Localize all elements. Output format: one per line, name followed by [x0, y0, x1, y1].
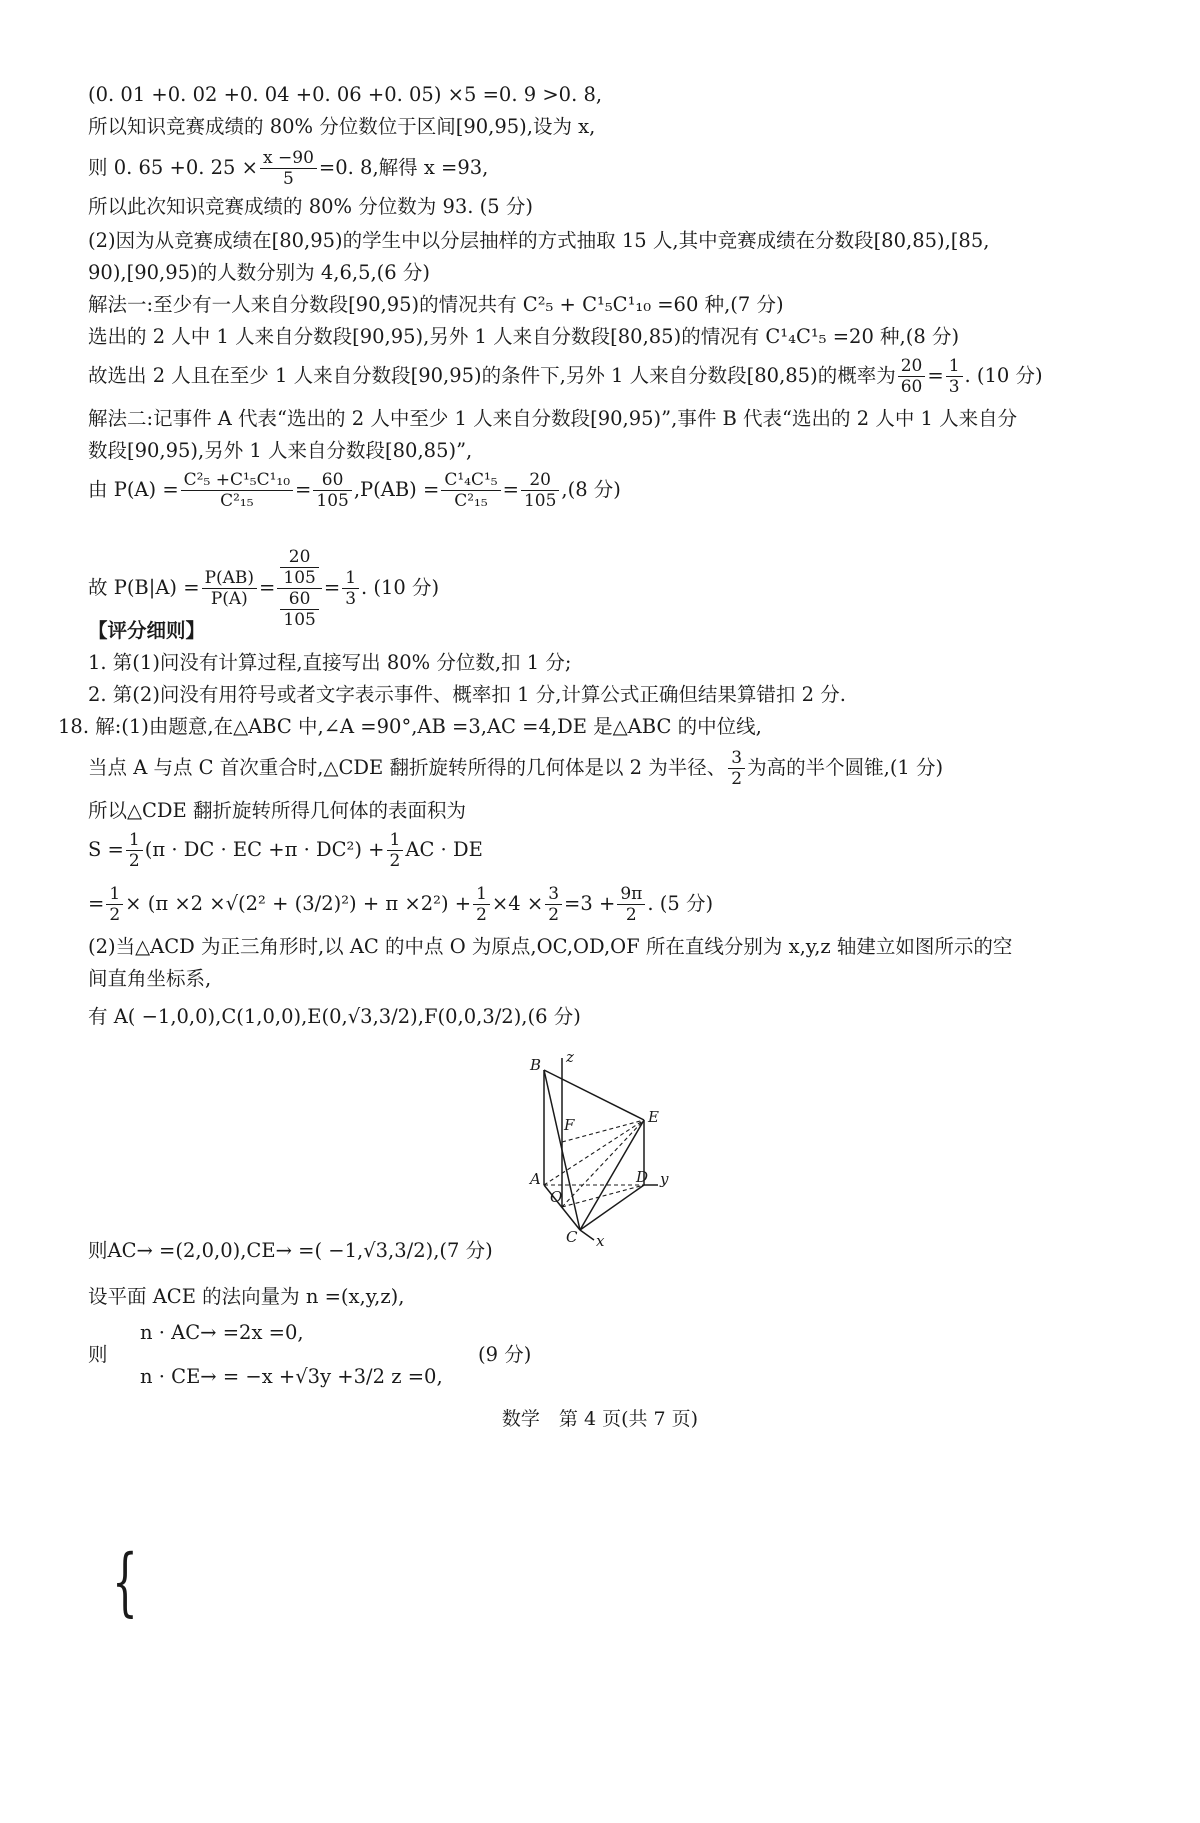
denominator: 5: [283, 169, 294, 189]
text-line: 所以△CDE 翻折旋转所得几何体的表面积为: [88, 799, 466, 822]
score-note: (9 分): [478, 1343, 532, 1366]
denominator: P(A): [210, 589, 248, 609]
text: AC · DE: [405, 838, 483, 861]
denominator: 105: [523, 491, 557, 511]
text-line: (0. 01 +0. 02 +0. 04 +0. 06 +0. 05) ×5 =0. 9 >0. 8,: [88, 83, 603, 106]
text: . (10 分): [964, 364, 1043, 387]
fraction: [260, 148, 317, 189]
denominator: 2: [109, 905, 121, 925]
text-line: 解法一:至少有一人来自分数段[90,95)的情况共有 C²₅ + C¹₅C¹₁₀ =60 种,(7 分): [88, 293, 784, 316]
numerator: 1: [387, 830, 404, 851]
text: 为高的半个圆锥,(1 分): [747, 756, 944, 779]
numerator: 20: [521, 470, 559, 491]
system-brace: {: [112, 1539, 138, 1625]
section-heading: 【评分细则】: [88, 619, 206, 642]
page-footer: 数学 第 4 页(共 7 页): [501, 1408, 699, 1430]
text: S =: [88, 838, 124, 861]
fraction: [387, 830, 404, 871]
denominator: 2: [731, 769, 743, 789]
numerator: 20: [280, 547, 318, 568]
geometry-figure: [520, 1050, 720, 1250]
figure-edge: [544, 1070, 644, 1120]
numerator: 1: [126, 830, 143, 851]
text: 故 P(B|A) =: [88, 576, 200, 599]
label-c: C: [566, 1228, 578, 1246]
label-o: O: [550, 1188, 563, 1206]
text: =0. 8,解得 x =93,: [318, 156, 489, 179]
label-a: A: [530, 1170, 541, 1188]
fraction: [617, 884, 645, 925]
denominator: 105: [316, 491, 349, 511]
fraction: [441, 470, 500, 511]
numerator: 60: [313, 470, 351, 491]
text-line: 选出的 2 人中 1 人来自分数段[90,95),另外 1 人来自分数段[80,85)的情况有 C¹₄C¹₅ =20 种,(8 分): [88, 325, 960, 348]
numerator: 1: [342, 568, 359, 589]
denominator: 60: [900, 377, 923, 397]
text-line-fraction: [88, 884, 1136, 925]
numerator: 1: [106, 884, 123, 905]
denominator: 105: [283, 610, 316, 630]
figure-dashed-edge: [544, 1120, 644, 1185]
text: =: [927, 364, 944, 387]
denominator: 2: [476, 905, 487, 925]
numerator: 3: [728, 748, 745, 769]
fraction: [280, 547, 318, 588]
text: 则: [88, 1343, 108, 1366]
label-y: y: [660, 1170, 669, 1188]
text-line: 90),[90,95)的人数分别为 4,6,5,(6 分): [88, 261, 430, 284]
text: 当点 A 与点 C 首次重合时,△CDE 翻折旋转所得的几何体是以 2 为半径、: [88, 756, 727, 779]
fraction: [473, 884, 490, 925]
text: 由 P(A) =: [88, 478, 179, 501]
numerator: 3: [545, 884, 562, 905]
label-f: F: [564, 1116, 575, 1134]
text: 故选出 2 人且在至少 1 人来自分数段[90,95)的条件下,另外 1 人来自分数段[80,85)的概率为: [88, 364, 896, 387]
numerator: 60: [280, 589, 318, 610]
text-line-fraction: [88, 356, 1136, 397]
denominator: 3: [345, 589, 357, 609]
fraction: [126, 830, 143, 871]
figure-edge: [580, 1120, 644, 1230]
text: (π · DC · EC +π · DC²) +: [144, 838, 385, 861]
text: ,P(AB) =: [353, 478, 440, 501]
fraction: [181, 470, 293, 511]
denominator: 2: [389, 851, 401, 871]
text: . (10 分): [361, 576, 440, 599]
text-line-fraction: 由 P(A) = $\frac{\text{C²₅ +C¹₅C¹₁₀}}{\text{C²₁₅}}$ = $\frac{60}{105}$ ,P(AB) = $\frac{\text{C¹₄C¹₅}}{\text{C²₁₅}}$ = $\frac{20}{105}$ ,(8 分): [88, 470, 621, 511]
text: . (5 分): [647, 892, 714, 915]
denominator: C²₁₅: [454, 491, 488, 511]
text-line: (2)因为从竞赛成绩在[80,95)的学生中以分层抽样的方式抽取 15 人,其中竞赛成绩在分数段[80,85),[85,: [88, 229, 990, 252]
text: ×4 ×: [491, 892, 544, 915]
text-line: 解法二:记事件 A 代表“选出的 2 人中至少 1 人来自分数段[90,95)”,事件 B 代表“选出的 2 人中 1 人来自分: [88, 407, 1018, 430]
text: × (π ×2 ×√(2² + (3/2)²) + π ×2²) +: [125, 892, 472, 915]
label-z: z: [566, 1050, 574, 1066]
fraction: [521, 470, 559, 511]
label-b: B: [530, 1056, 542, 1074]
fraction: [106, 884, 123, 925]
text-line: 数段[90,95),另外 1 人来自分数段[80,85)”,: [88, 439, 473, 462]
denominator: C²₁₅: [220, 491, 254, 511]
denominator: 2: [548, 905, 560, 925]
numerator: [277, 547, 321, 589]
text-line: 所以知识竞赛成绩的 80% 分位数位于区间[90,95),设为 x,: [88, 115, 596, 138]
numerator: x −90: [260, 148, 317, 169]
numerator: C²₅ +C¹₅C¹₁₀: [181, 470, 293, 491]
equation-line: n · CE→ = −x +√3y +3/2 z =0,: [140, 1365, 443, 1388]
numerator: P(AB): [202, 568, 257, 589]
numerator: 20: [898, 356, 926, 377]
denominator: 105: [283, 568, 316, 588]
text: =: [88, 892, 105, 915]
fraction: [342, 568, 359, 609]
numerator: C¹₄C¹₅: [441, 470, 500, 491]
text-line-fraction: [88, 748, 1136, 789]
text: =3 +: [564, 892, 616, 915]
label-d: D: [636, 1168, 649, 1186]
denominator: 2: [128, 851, 140, 871]
numerator: 1: [473, 884, 490, 905]
text-line: 18. 解:(1)由题意,在△ABC 中,∠A =90°,AB =3,AC =4,DE 是△ABC 的中位线,: [58, 715, 762, 738]
fraction: [728, 748, 745, 789]
text-line-fraction: [88, 148, 1136, 189]
text-line: 有 A( −1,0,0),C(1,0,0),E(0,√3,3/2),F(0,0,3/2),(6 分): [88, 1005, 581, 1028]
fraction: [898, 356, 926, 397]
numerator: 1: [946, 356, 963, 377]
text-line: (2)当△ACD 为正三角形时,以 AC 的中点 O 为原点,OC,OD,OF 所在直线分别为 x,y,z 轴建立如图所示的空: [88, 935, 1013, 958]
fraction: [545, 884, 562, 925]
equation-line: n · AC→ =2x =0,: [140, 1321, 304, 1344]
fraction: [946, 356, 963, 397]
text-line: 间直角坐标系,: [88, 967, 212, 990]
text: 则 0. 65 +0. 25 ×: [88, 156, 259, 179]
fraction: [202, 568, 257, 609]
text-line: 则AC→ =(2,0,0),CE→ =( −1,√3,3/2),(7 分): [88, 1239, 493, 1262]
text: ,(8 分): [561, 478, 621, 501]
denominator: 3: [948, 377, 960, 397]
fraction: [313, 470, 351, 511]
text-line: 设平面 ACE 的法向量为 n =(x,y,z),: [88, 1285, 405, 1308]
figure-edge: [580, 1185, 644, 1230]
label-e: E: [648, 1108, 659, 1126]
text-line-fraction: [88, 830, 1136, 871]
text-line: 所以此次知识竞赛成绩的 80% 分位数为 93. (5 分): [88, 195, 533, 218]
numerator: 9π: [617, 884, 645, 905]
label-x: x: [596, 1232, 605, 1250]
text-line: 2. 第(2)问没有用符号或者文字表示事件、概率扣 1 分,计算公式正确但结果算错扣 2 分.: [88, 683, 846, 706]
text-line-fraction: 故 P(B|A) = $\frac{P(AB)}{P(A)}$ = $\frac{\frac{20}{105}}{\frac{60}{105}}$ = $\frac{1}{3}$ . (10 分): [88, 547, 440, 630]
text-line: 1. 第(1)问没有计算过程,直接写出 80% 分位数,扣 1 分;: [88, 651, 572, 674]
denominator: 2: [625, 905, 637, 925]
